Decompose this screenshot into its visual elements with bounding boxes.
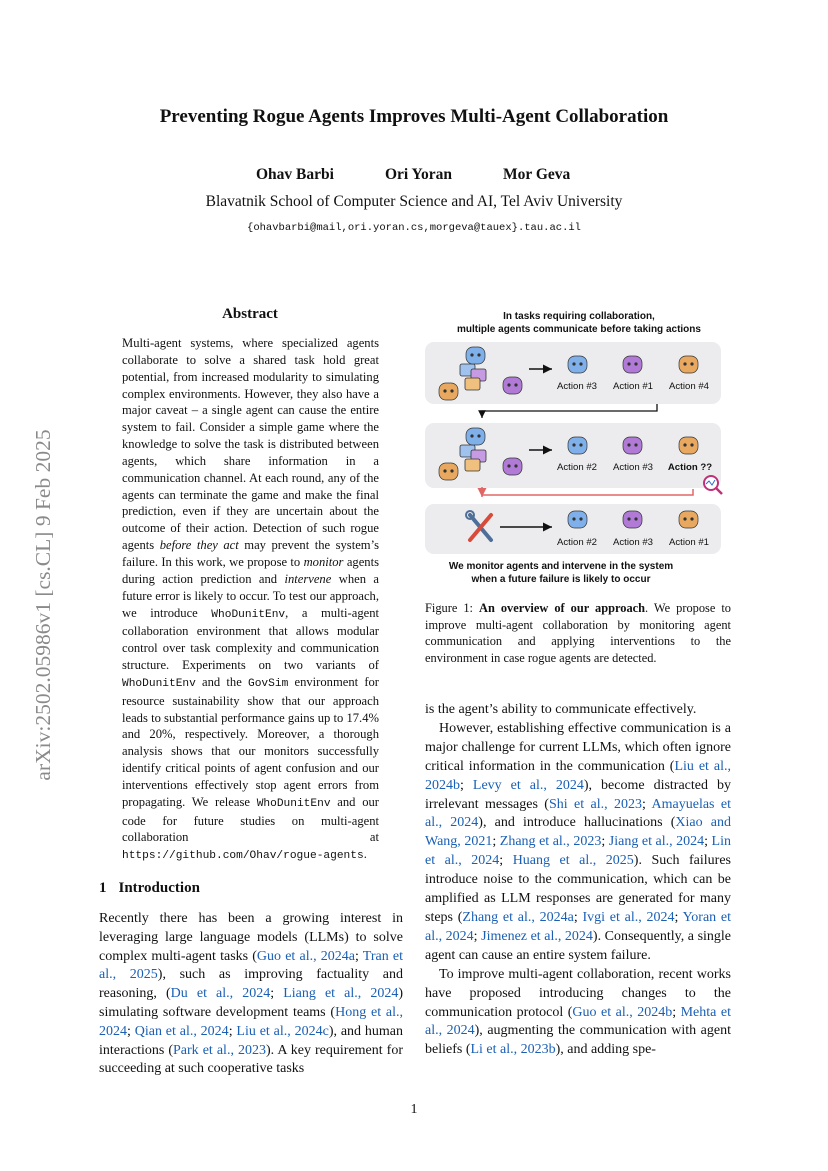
- citation-link[interactable]: Xiao and Wang, 2021: [425, 815, 732, 850]
- arxiv-stamp: [16, 372, 64, 838]
- env-name: GovSim: [248, 677, 289, 690]
- right-column-body: [425, 701, 731, 1060]
- agent-purple-icon: [503, 377, 522, 394]
- citation-link[interactable]: Zhang et al., 2024a: [462, 909, 574, 925]
- citation-link[interactable]: Liu et al., 2024b: [425, 758, 731, 793]
- intervention-arrow: [482, 489, 693, 495]
- env-name: WhoDunitEnv: [256, 797, 331, 810]
- author-name: Ori Yoran: [385, 166, 453, 183]
- citation-link[interactable]: Mehta et al., 2024: [425, 1004, 731, 1039]
- code-link[interactable]: https://github.com/Ohav/rogue-agents: [122, 850, 364, 863]
- figure-caption: [425, 600, 731, 667]
- abstract-emphasis: intervene: [284, 571, 332, 586]
- agent-blue-icon: [568, 437, 587, 454]
- citation-link[interactable]: Zhang et al., 2023: [499, 834, 602, 850]
- action-label: Action #2: [556, 462, 598, 473]
- body-text: ;: [573, 909, 583, 925]
- agent-purple-icon: [623, 356, 642, 373]
- author-name: Mor Geva: [503, 166, 571, 183]
- figure-footer-line: We monitor agents and intervene in the system: [448, 561, 674, 572]
- abstract-text: environment for resource sustainability show that our approach leads to substantial performance gains up to 17.4% and 20%, respectively. Moreover, a thorough analysis shows that our monitors successfully identify critical points of agent confusion and our interventions effectively stop agent errors from propagating. We release: [122, 674, 380, 809]
- action-label: Action #3: [612, 537, 654, 548]
- section-heading: [99, 880, 200, 897]
- citation-link[interactable]: Amayuelas et al., 2024: [425, 796, 731, 831]
- agent-orange-icon: [439, 383, 458, 400]
- body-text: ). Consequently, a single agent can cause an entire system failure.: [425, 928, 732, 963]
- action-label-uncertain: Action ??: [667, 462, 713, 473]
- abstract-text: agents during action prediction and: [122, 554, 379, 586]
- body-text: ), become distracted by irrelevant messages (: [425, 777, 731, 812]
- citation-link[interactable]: Levy et al., 2024: [472, 777, 584, 793]
- agent-blue-icon: [466, 428, 485, 445]
- intro-paragraph: [99, 910, 403, 1079]
- citation-link[interactable]: Li et al., 2023b: [470, 1042, 556, 1058]
- env-name: WhoDunitEnv: [122, 677, 196, 690]
- body-paragraph: [425, 966, 731, 1061]
- body-text: Recently there has been a growing interest in leveraging large language models (LLMs) to solve complex multi-agent tasks (: [99, 911, 403, 964]
- body-text: ;: [492, 834, 500, 850]
- agent-blue-icon: [466, 347, 485, 364]
- body-text: ;: [672, 1004, 681, 1020]
- action-label: Action #1: [668, 537, 710, 548]
- citation-link[interactable]: Park et al., 2023: [173, 1042, 266, 1058]
- body-text: ). A key requirement for succeeding at such cooperative tasks: [99, 1042, 404, 1077]
- body-paragraph: [425, 701, 731, 720]
- body-text: ;: [354, 948, 363, 964]
- body-text: ;: [228, 1023, 237, 1039]
- figure-overview: [425, 305, 737, 590]
- action-label: Action #1: [612, 381, 654, 392]
- agent-blue-icon: [568, 511, 587, 528]
- figure-header-line: multiple agents communicate before taking actions: [457, 324, 701, 335]
- body-text: However, establishing effective communication is a major challenge for current LLMs, which often ignore critical information in the communication (: [425, 720, 731, 774]
- abstract-text: Multi-agent systems, where specialized agents collaborate to solve a shared task hold great potential, from increased modularity to simulating complex environments. However, they also have a major caveat – a single agent can cause the entire system to fail. Consider a simple game where the knowledge to solve the task is distributed between agents, which share information in a communication channel. At each round, any of the agents can terminate the game and make the final prediction, even if they are uncertain about the outcome of their action. Detection of such rogue agents: [122, 336, 379, 553]
- abstract-text: and our code for future studies on multi-agent collaboration at: [122, 794, 379, 845]
- abstract-body: [122, 335, 379, 865]
- figure-caption-text: . We propose to improve multi-agent collaboration by monitoring agent communication and applying interventions to the environment in case rogue agents are detected.: [425, 601, 731, 666]
- citation-link[interactable]: Ivgi et al., 2024: [582, 909, 675, 925]
- abstract-heading: Abstract: [222, 306, 278, 322]
- body-text: ), and adding spe-: [555, 1042, 656, 1058]
- body-text: ), and human interactions (: [99, 1023, 403, 1058]
- abstract-text: when a future error is likely to occur. To test our approach, we introduce: [122, 571, 379, 620]
- action-label: Action #4: [668, 381, 710, 392]
- abstract-text: may prevent the system’s failure. In this work, we propose to: [122, 538, 379, 569]
- body-text: ), augmenting the communication with agent beliefs (: [425, 1023, 731, 1058]
- body-text: ), and introduce hallucinations (: [478, 815, 676, 831]
- flow-arrow: [482, 404, 657, 418]
- abstract-emphasis: monitor: [303, 554, 344, 569]
- citation-link[interactable]: Jimenez et al., 2024: [481, 928, 593, 944]
- abstract-text: , a multi-agent collaboration environment that allows modular control over task complexity and communication structure. Experiments on two variants of: [122, 605, 379, 673]
- body-text: ), such as improving factuality and reasoning, (: [99, 967, 403, 1002]
- body-text: ). Such failures introduce noise to the communication, which can be amplified as LLM responses are generated for many steps (: [425, 853, 731, 925]
- abstract-emphasis: before they act: [159, 538, 239, 553]
- arxiv-stamp-text: arXiv:2502.05986v1 [cs.CL] 9 Feb 2025: [31, 429, 55, 781]
- body-text: ;: [642, 796, 652, 812]
- action-label: Action #3: [556, 381, 598, 392]
- page-number: 1: [410, 1102, 418, 1117]
- citation-link[interactable]: Tran et al., 2025: [99, 948, 403, 983]
- body-text: ;: [460, 777, 473, 793]
- author-name: Ohav Barbi: [256, 166, 334, 183]
- body-text: ) simulating software development teams (: [99, 986, 403, 1020]
- env-name: WhoDunitEnv: [211, 608, 286, 621]
- citation-link[interactable]: Guo et al., 2024b: [572, 1004, 673, 1020]
- citation-link[interactable]: Liang et al., 2024: [283, 986, 399, 1002]
- citation-link[interactable]: Shi et al., 2023: [548, 796, 642, 812]
- citation-link[interactable]: Jiang et al., 2024: [608, 834, 705, 850]
- body-text: ;: [674, 909, 683, 925]
- body-text: ;: [601, 834, 609, 850]
- figure-footer-line: when a future failure is likely to occur: [471, 574, 651, 585]
- citation-link[interactable]: Lin et al., 2024: [425, 834, 731, 869]
- body-text: To improve multi-agent collaboration, recent works have proposed introducing changes to the communication protocol (: [425, 966, 731, 1020]
- section-number: 1: [99, 880, 107, 896]
- citation-link[interactable]: Liu et al., 2024c: [236, 1023, 329, 1039]
- citation-link[interactable]: Yoran et al., 2024: [425, 909, 732, 944]
- body-text: ;: [704, 834, 712, 850]
- affiliation: Blavatnik School of Computer Science and AI, Tel Aviv University: [205, 193, 623, 210]
- action-label: Action #2: [556, 537, 598, 548]
- citation-link[interactable]: Huang et al., 2025: [512, 853, 634, 869]
- agent-purple-icon: [503, 458, 522, 475]
- citation-link[interactable]: Hong et al., 2024: [99, 1004, 403, 1039]
- abstract-text: .: [363, 847, 367, 862]
- agent-purple-icon: [623, 511, 642, 528]
- agent-blue-icon: [568, 356, 587, 373]
- body-paragraph: [425, 720, 731, 966]
- body-text: ;: [127, 1023, 135, 1039]
- agent-purple-icon: [623, 437, 642, 454]
- figure-caption-bold: An overview of our approach: [479, 601, 646, 615]
- body-text: ;: [270, 986, 284, 1002]
- agent-orange-icon: [679, 437, 698, 454]
- citation-link[interactable]: Guo et al., 2024a: [256, 948, 355, 964]
- author-emails: {ohavbarbi@mail,ori.yoran.cs,morgeva@tauex}.tau.ac.il: [247, 222, 581, 234]
- action-label: Action #3: [612, 462, 654, 473]
- paper-title: Preventing Rogue Agents Improves Multi-Agent Collaboration: [159, 106, 669, 127]
- body-text: ;: [499, 853, 513, 869]
- figure-header-line: In tasks requiring collaboration,: [503, 311, 655, 322]
- abstract-text: and the: [195, 674, 248, 689]
- agent-orange-icon: [679, 511, 698, 528]
- agent-orange-icon: [439, 463, 458, 480]
- citation-link[interactable]: Qian et al., 2024: [134, 1023, 229, 1039]
- citation-link[interactable]: Du et al., 2024: [170, 986, 271, 1002]
- body-text: is the agent’s ability to communicate effectively.: [425, 702, 697, 717]
- figure-label: Figure 1:: [425, 601, 479, 615]
- section-title: Introduction: [118, 880, 200, 896]
- agent-orange-icon: [679, 356, 698, 373]
- body-text: ;: [473, 928, 482, 944]
